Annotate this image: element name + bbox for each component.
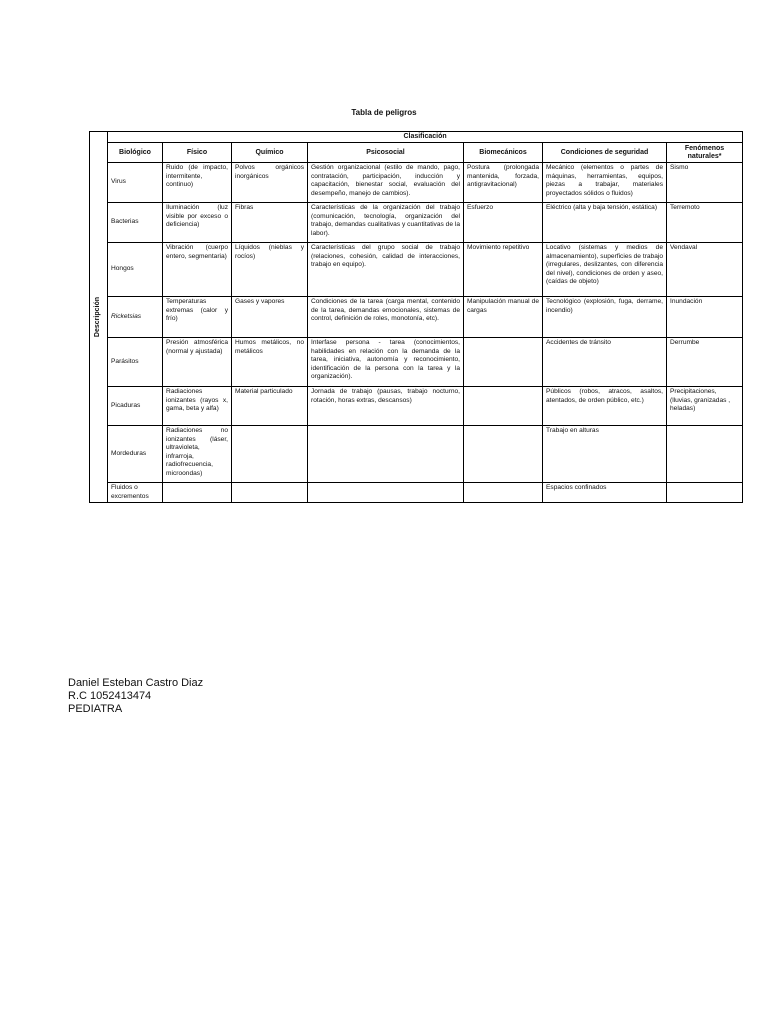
- cell-biomecanicos: Manipulación manual de cargas: [464, 297, 543, 338]
- cell-condiciones: Eléctrico (alta y baja tensión, estática): [543, 203, 667, 243]
- col-header-biomecanicos: Biomecánicos: [464, 143, 543, 163]
- table-row: [90, 426, 743, 483]
- cell-condiciones: Tecnológico (explosión, fuga, derrame, incendio): [543, 297, 667, 338]
- cell-quimico: [232, 426, 308, 483]
- col-header-psicosocial: Psicosocial: [308, 143, 464, 163]
- signature-dept: PEDIATRA: [68, 703, 123, 715]
- row-label: Picaduras: [108, 387, 163, 426]
- cell-fisico: Vibración (cuerpo entero, segmentaria): [163, 243, 232, 297]
- table-row: [90, 243, 743, 297]
- row-label: Ricketsias: [108, 297, 163, 338]
- classification-header: Clasificación: [108, 132, 743, 143]
- cell-biomecanicos: Esfuerzo: [464, 203, 543, 243]
- row-label: Mordeduras: [108, 426, 163, 483]
- cell-quimico: Líquidos (nieblas y rocíos): [232, 243, 308, 297]
- page-title: Tabla de peligros: [351, 108, 417, 117]
- cell-condiciones: Trabajo en alturas: [543, 426, 667, 483]
- table-row: [90, 483, 743, 503]
- cell-condiciones: Espacios confinados: [543, 483, 667, 503]
- col-header-quimico: Químico: [232, 143, 308, 163]
- cell-psicosocial: Características del grupo social de trabajo (relaciones, cohesión, calidad de interacciones, trabajo en equipo).: [308, 243, 464, 297]
- cell-quimico: Humos metálicos, no metálicos: [232, 338, 308, 387]
- cell-condiciones: Mecánico (elementos o partes de máquinas, herramientas, equipos, piezas a trabajar, materiales proyectados sólidos o fluidos): [543, 163, 667, 203]
- cell-fisico: Iluminación (luz visible por exceso o deficiencia): [163, 203, 232, 243]
- cell-fenomenos: [667, 426, 743, 483]
- cell-quimico: Polvos orgánicos inorgánicos: [232, 163, 308, 203]
- cell-fisico: Temperaturas extremas (calor y frío): [163, 297, 232, 338]
- cell-quimico: Fibras: [232, 203, 308, 243]
- row-label: Fluidos o excrementos: [108, 483, 163, 503]
- column-header-row: [90, 143, 743, 163]
- cell-quimico: Gases y vapores: [232, 297, 308, 338]
- table-row: [90, 338, 743, 387]
- row-label: Virus: [108, 163, 163, 203]
- cell-fenomenos: Precipitaciones, (lluvias, granizadas , heladas): [667, 387, 743, 426]
- cell-fenomenos: Vendaval: [667, 243, 743, 297]
- cell-fenomenos: [667, 483, 743, 503]
- table-row: [90, 297, 743, 338]
- col-header-biologico: Biológico: [108, 143, 163, 163]
- hazard-table: [89, 131, 743, 503]
- cell-biomecanicos: [464, 338, 543, 387]
- col-header-fenomenos: Fenómenos naturales*: [667, 143, 743, 163]
- row-label: Hongos: [108, 243, 163, 297]
- signature-name: Daniel Esteban Castro Diaz: [68, 677, 204, 689]
- cell-fenomenos: Sismo: [667, 163, 743, 203]
- cell-psicosocial: [308, 426, 464, 483]
- cell-biomecanicos: [464, 426, 543, 483]
- cell-biomecanicos: [464, 483, 543, 503]
- signature-block: [68, 677, 203, 716]
- cell-condiciones: Accidentes de tránsito: [543, 338, 667, 387]
- cell-fisico: [163, 483, 232, 503]
- cell-psicosocial: Características de la organización del trabajo (comunicación, tecnología, organización del trabajo, demandas cualitativas y cuantitativas de la labor).: [308, 203, 464, 243]
- cell-quimico: Material particulado: [232, 387, 308, 426]
- cell-fisico: Radiaciones ionizantes (rayos x, gama, beta y alfa): [163, 387, 232, 426]
- cell-biomecanicos: [464, 387, 543, 426]
- cell-fisico: Radiaciones no ionizantes (láser, ultravioleta, infrarroja, radiofrecuencia, microondas): [163, 426, 232, 483]
- table-row: [90, 203, 743, 243]
- cell-fisico: Presión atmosférica (normal y ajustada): [163, 338, 232, 387]
- cell-fisico: Ruido (de impacto, intermitente, continuo): [163, 163, 232, 203]
- header-row-classification: [90, 132, 743, 143]
- descripcion-cell: [90, 132, 108, 503]
- cell-fenomenos: Terremoto: [667, 203, 743, 243]
- cell-fenomenos: Inundación: [667, 297, 743, 338]
- col-header-condiciones: Condiciones de seguridad: [543, 143, 667, 163]
- cell-biomecanicos: Movimiento repetitivo: [464, 243, 543, 297]
- table-row: [90, 387, 743, 426]
- cell-fenomenos: Derrumbe: [667, 338, 743, 387]
- row-label: Bacterias: [108, 203, 163, 243]
- cell-quimico: [232, 483, 308, 503]
- cell-condiciones: Locativo (sistemas y medios de almacenamiento), superficies de trabajo (irregulares, deslizantes, con diferencia del nivel), condiciones de orden y aseo, (caídas de objeto): [543, 243, 667, 297]
- signature-id: R.C 1052413474: [68, 690, 152, 702]
- cell-biomecanicos: Postura (prolongada mantenida, forzada, antigravitacional): [464, 163, 543, 203]
- descripcion-label: Descripción: [94, 297, 102, 338]
- cell-psicosocial: Jornada de trabajo (pausas, trabajo nocturno, rotación, horas extras, descansos): [308, 387, 464, 426]
- cell-psicosocial: Condiciones de la tarea (carga mental, contenido de la tarea, demandas emocionales, sistemas de control, definición de roles, monotonía, etc).: [308, 297, 464, 338]
- table-row: [90, 163, 743, 203]
- cell-psicosocial: Gestión organizacional (estilo de mando, pago, contratación, participación, inducción y capacitación, bienestar social, evaluación del desempeño, manejo de cambios).: [308, 163, 464, 203]
- cell-condiciones: Públicos (robos, atracos, asaltos, atentados, de orden público, etc.): [543, 387, 667, 426]
- cell-psicosocial: [308, 483, 464, 503]
- col-header-fisico: Físico: [163, 143, 232, 163]
- cell-psicosocial: Interfase persona - tarea (conocimientos, habilidades en relación con la demanda de la tarea, iniciativa, autonomía y reconocimiento, identificación de la persona con la tarea y la organización).: [308, 338, 464, 387]
- row-label: Parásitos: [108, 338, 163, 387]
